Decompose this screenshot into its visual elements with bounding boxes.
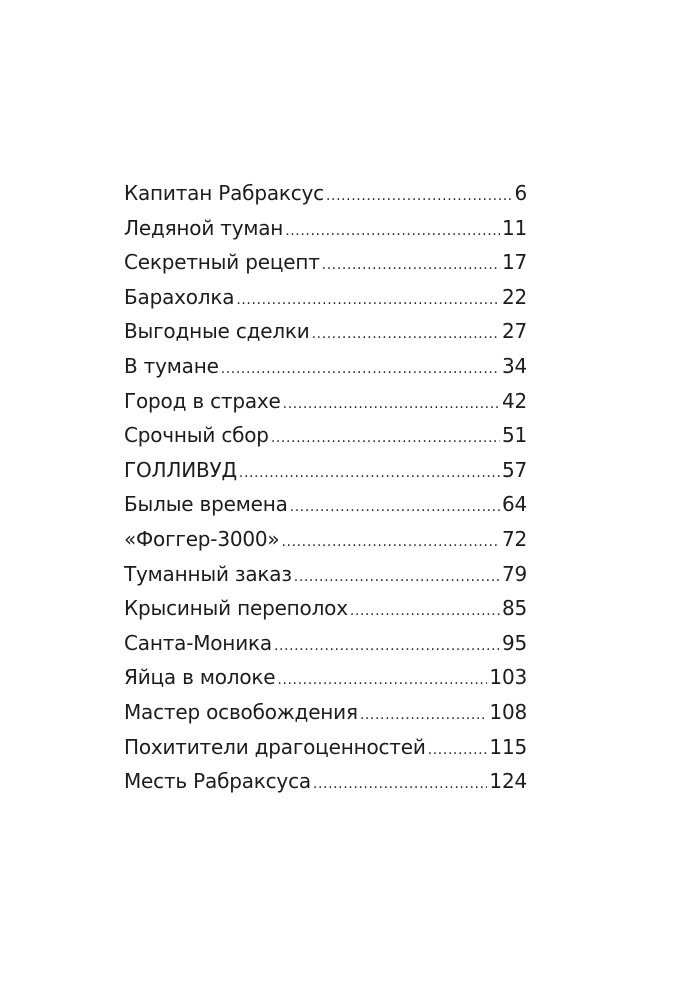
- toc-leader-dots: [312, 317, 500, 352]
- toc-entry-title: Секретный рецепт: [124, 250, 320, 275]
- toc-entry: [124, 176, 527, 211]
- toc-entry: [124, 280, 527, 315]
- toc-entry-page: 115: [489, 734, 527, 759]
- toc-leader-dots: [350, 594, 500, 629]
- toc-entry: [124, 591, 527, 626]
- toc-entry-page: 85: [501, 596, 527, 621]
- toc-entry-page: 103: [489, 665, 527, 690]
- toc-entry-page: 64: [501, 492, 527, 517]
- toc-entry-title: Крысиный переполох: [124, 596, 348, 621]
- toc-entry: [124, 626, 527, 661]
- toc-entry-title: Барахолка: [124, 284, 235, 309]
- toc-entry-page: 6: [514, 181, 527, 205]
- toc-entry: [124, 418, 527, 453]
- toc-entry: [124, 764, 527, 799]
- toc-entry-title: Былые времена: [124, 492, 288, 517]
- toc-leader-dots: [285, 214, 500, 249]
- toc-entry: [124, 557, 527, 592]
- toc-entry-title: «Фоггер-3000»: [124, 526, 280, 551]
- toc-entry: [124, 314, 527, 349]
- toc-leader-dots: [428, 733, 488, 768]
- toc-leader-dots: [326, 179, 512, 214]
- toc-entry-page: 72: [501, 526, 527, 551]
- toc-entry-title: Яйца в молоке: [124, 665, 276, 690]
- toc-leader-dots: [236, 283, 500, 318]
- toc-entry-title: Туманный заказ: [124, 561, 292, 586]
- toc-entry-title: Санта-Моника: [124, 630, 272, 655]
- toc-leader-dots: [239, 456, 500, 491]
- toc-leader-dots: [277, 663, 487, 698]
- toc-leader-dots: [271, 421, 500, 456]
- toc-entry-page: 42: [501, 388, 527, 413]
- toc-leader-dots: [360, 698, 488, 733]
- toc-entry-title: Срочный сбор: [124, 423, 269, 448]
- toc-entry: [124, 384, 527, 419]
- toc-entry: [124, 349, 527, 384]
- toc-leader-dots: [281, 525, 499, 560]
- toc-entry-page: 79: [501, 561, 527, 586]
- toc-entry-title: Город в страхе: [124, 388, 281, 413]
- toc-entry: [124, 522, 527, 557]
- toc-leader-dots: [313, 767, 488, 802]
- toc-entry: [124, 487, 527, 522]
- toc-entry-title: Ледяной туман: [124, 215, 284, 240]
- toc-leader-dots: [274, 629, 500, 664]
- toc-entry-page: 27: [501, 319, 527, 344]
- toc-entry-page: 17: [501, 250, 527, 275]
- toc-entry-page: 95: [501, 630, 527, 655]
- toc-entry-page: 51: [501, 423, 527, 448]
- toc-leader-dots: [294, 560, 500, 595]
- toc-leader-dots: [283, 387, 500, 422]
- toc-entry-page: 11: [501, 215, 527, 240]
- toc-entry: [124, 211, 527, 246]
- toc-entry-page: 22: [501, 284, 527, 309]
- toc-leader-dots: [290, 490, 500, 525]
- toc-entry-page: 34: [501, 353, 527, 378]
- toc-entry: [124, 453, 527, 488]
- toc-entry-page: 108: [489, 699, 527, 724]
- toc-entry-title: Выгодные сделки: [124, 319, 310, 344]
- toc-leader-dots: [221, 352, 500, 387]
- toc-entry: [124, 660, 527, 695]
- toc-entry-title: Капитан Рабраксус: [124, 181, 324, 205]
- toc-entry-title: ГОЛЛИВУД: [124, 457, 237, 482]
- toc-entry-title: Месть Рабраксуса: [124, 769, 311, 794]
- table-of-contents: [124, 176, 527, 799]
- toc-entry: [124, 695, 527, 730]
- toc-entry: [124, 245, 527, 280]
- toc-entry-title: Мастер освобождения: [124, 699, 358, 724]
- toc-leader-dots: [322, 248, 500, 283]
- toc-entry-title: Похитители драгоценностей: [124, 734, 426, 759]
- toc-entry-title: В тумане: [124, 353, 219, 378]
- toc-entry: [124, 730, 527, 765]
- toc-entry-page: 124: [489, 769, 527, 794]
- toc-entry-page: 57: [501, 457, 527, 482]
